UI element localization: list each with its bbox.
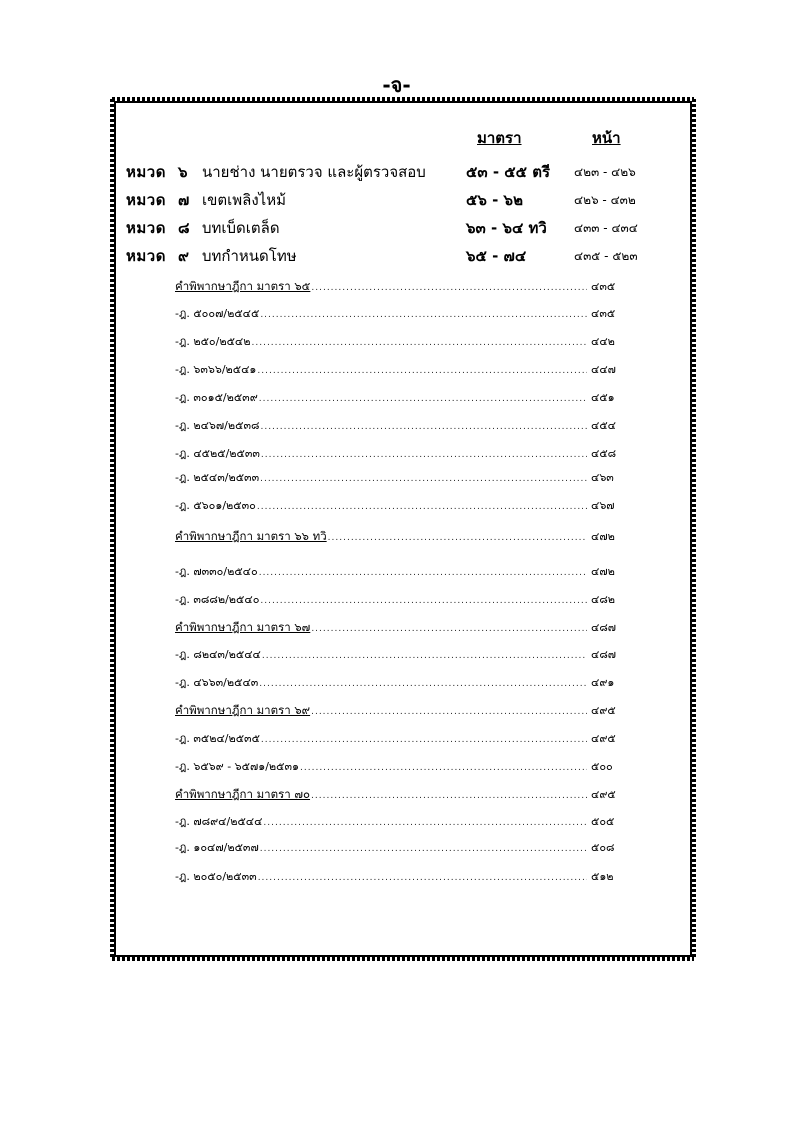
entry-page: ๔๓๕ <box>591 307 616 320</box>
chapter-number: ๘ <box>178 219 190 237</box>
dot-leader <box>311 619 587 639</box>
entry-title: คำพิพากษาฎีกา มาตรา ๖๗ <box>175 620 311 634</box>
toc-entry[interactable] <box>175 645 635 665</box>
page-number: -จ- <box>382 73 411 97</box>
toc-heading-section-69[interactable] <box>175 700 635 720</box>
dot-leader <box>261 445 587 465</box>
column-header-section: มาตรา <box>477 129 522 147</box>
toc-entry[interactable] <box>175 812 635 832</box>
dot-leader <box>259 563 587 583</box>
entry-title: -ฎ. ๑๐๔๗/๒๕๓๗ <box>175 841 259 854</box>
entry-page: ๕๑๒ <box>591 870 614 883</box>
toc-entry[interactable] <box>175 838 635 858</box>
dot-leader <box>260 469 587 489</box>
entry-title: คำพิพากษาฎีกา มาตรา ๗๐ <box>175 787 311 801</box>
toc-entry[interactable] <box>175 332 635 352</box>
toc-entry[interactable] <box>175 562 635 582</box>
entry-page: ๔๗๒ <box>591 565 615 578</box>
dot-leader <box>311 278 587 298</box>
chapter-title: บทกำหนดโทษ <box>202 247 297 265</box>
entry-title: คำพิพากษาฎีกา มาตรา ๖๙ <box>175 703 311 717</box>
entry-title: คำพิพากษาฎีกา มาตรา ๖๖ ทวิ <box>175 529 327 543</box>
dot-leader <box>261 730 587 750</box>
dot-leader <box>260 591 587 611</box>
chapter-number: ๗ <box>178 191 190 209</box>
dot-leader <box>258 868 587 888</box>
dot-leader <box>257 497 587 517</box>
toc-entry[interactable] <box>175 388 635 408</box>
entry-page: ๔๙๕ <box>591 788 616 801</box>
toc-entry[interactable] <box>175 590 635 610</box>
chapter-label: หมวด <box>126 247 166 265</box>
chapter-row <box>126 244 691 268</box>
chapter-sections: ๖๕ - ๗๔ <box>466 247 527 265</box>
toc-entry[interactable] <box>175 416 635 436</box>
entry-title: -ฎ. ๔๕๒๕/๒๕๓๓ <box>175 447 260 460</box>
entry-page: ๔๓๕ <box>591 280 616 293</box>
dot-leader <box>263 813 587 833</box>
toc-entry[interactable] <box>175 867 635 887</box>
frame-border-right <box>692 99 696 959</box>
entry-page: ๔๙๕ <box>591 732 616 745</box>
dot-leader <box>311 786 587 806</box>
dot-leader <box>260 417 587 437</box>
chapter-number: ๖ <box>178 163 188 181</box>
chapter-sections: ๖๓ - ๖๔ ทวิ <box>466 219 547 237</box>
entry-page: ๔๔๒ <box>591 335 615 348</box>
dot-leader <box>259 389 587 409</box>
entry-title: -ฎ. ๒๕๔๓/๒๕๓๓ <box>175 471 260 484</box>
toc-entry[interactable] <box>175 444 635 464</box>
entry-page: ๔๖๓ <box>591 471 614 484</box>
frame-border-left <box>110 99 114 959</box>
toc-heading-section-66-bis[interactable] <box>175 526 635 546</box>
entry-page: ๔๘๗ <box>591 648 617 661</box>
entry-title: -ฎ. ๒๕๐/๒๕๔๒ <box>175 335 251 348</box>
entry-title: -ฎ. ๕๖๐๑/๒๕๓๐ <box>175 499 256 512</box>
chapter-sections: ๕๓ - ๕๕ ตรี <box>466 163 551 181</box>
toc-entry[interactable] <box>175 468 635 488</box>
chapter-pages: ๔๓๓ - ๔๓๔ <box>574 221 638 235</box>
entry-page: ๔๕๔ <box>591 419 616 432</box>
entry-page: ๕๐๐ <box>591 760 613 773</box>
dot-leader <box>260 305 587 325</box>
entry-title: -ฎ. ๒๔๖๗/๒๕๓๘ <box>175 419 260 432</box>
chapter-row <box>126 216 691 240</box>
entry-title: -ฎ. ๕๐๐๗/๒๕๔๕ <box>175 307 260 320</box>
dot-leader <box>259 674 587 694</box>
frame-border-bottom <box>112 957 694 961</box>
dot-leader <box>257 361 587 381</box>
entry-title: -ฎ. ๓๘๘๒/๒๕๔๐ <box>175 593 260 606</box>
entry-title: -ฎ. ๔๖๖๓/๒๕๔๓ <box>175 676 259 689</box>
entry-page: ๔๖๗ <box>591 499 615 512</box>
entry-page: ๔๙๑ <box>591 676 615 689</box>
toc-entry[interactable] <box>175 729 635 749</box>
chapter-label: หมวด <box>126 219 166 237</box>
chapter-sections: ๕๖ - ๖๒ <box>466 191 523 209</box>
entry-page: ๔๕๘ <box>591 447 617 460</box>
toc-entry[interactable] <box>175 496 635 516</box>
toc-entry[interactable] <box>175 360 635 380</box>
entry-title: -ฎ. ๗๓๓๐/๒๕๔๐ <box>175 565 258 578</box>
chapter-title: บทเบ็ดเตล็ด <box>202 219 280 237</box>
toc-heading-section-67[interactable] <box>175 617 635 637</box>
chapter-pages: ๔๓๕ - ๕๒๓ <box>574 249 638 263</box>
chapter-label: หมวด <box>126 163 166 181</box>
dot-leader <box>328 528 587 548</box>
entry-page: ๕๐๕ <box>591 815 615 828</box>
entry-title: -ฎ. ๘๒๔๓/๒๕๔๔ <box>175 648 261 661</box>
entry-page: ๔๔๗ <box>591 363 616 376</box>
chapter-title: เขตเพลิงไหม้ <box>202 191 286 209</box>
entry-title: -ฎ. ๖๕๖๙ - ๖๕๗๑/๒๕๓๑ <box>175 760 300 773</box>
toc-heading-section-65[interactable] <box>175 276 635 296</box>
entry-page: ๔๘๒ <box>591 593 616 606</box>
entry-title: -ฎ. ๒๐๕๐/๒๕๓๓ <box>175 870 257 883</box>
entry-title: -ฎ. ๗๘๙๔/๒๕๔๔ <box>175 815 263 828</box>
dot-leader <box>260 839 587 859</box>
entry-page: ๔๘๗ <box>591 621 617 634</box>
toc-entry[interactable] <box>175 673 635 693</box>
dot-leader <box>262 646 587 666</box>
chapter-row <box>126 188 691 212</box>
column-header-page: หน้า <box>592 129 621 147</box>
entry-page: ๔๙๕ <box>591 704 616 717</box>
toc-entry[interactable] <box>175 757 635 777</box>
dot-leader <box>252 333 588 353</box>
dot-leader <box>311 702 587 722</box>
entry-page: ๔๕๑ <box>591 391 615 404</box>
chapter-pages: ๔๒๓ - ๔๒๖ <box>574 165 636 179</box>
entry-title: คำพิพากษาฎีกา มาตรา ๖๕ <box>175 279 311 293</box>
toc-heading-section-70[interactable] <box>175 784 635 804</box>
entry-page: ๔๗๒ <box>591 530 615 543</box>
toc-entry[interactable] <box>175 304 635 324</box>
chapter-row <box>126 160 691 184</box>
chapter-label: หมวด <box>126 191 166 209</box>
chapter-number: ๙ <box>178 247 189 265</box>
chapter-pages: ๔๒๖ - ๔๓๒ <box>574 193 636 207</box>
dot-leader <box>300 758 587 778</box>
chapter-title: นายช่าง นายตรวจ และผู้ตรวจสอบ <box>202 163 426 181</box>
entry-title: -ฎ. ๓๕๒๔/๒๕๓๕ <box>175 732 260 745</box>
entry-title: -ฎ. ๓๐๑๕/๒๕๓๙ <box>175 391 258 404</box>
entry-page: ๕๐๘ <box>591 841 615 854</box>
entry-title: -ฎ. ๖๓๖๖/๒๕๔๑ <box>175 363 257 376</box>
